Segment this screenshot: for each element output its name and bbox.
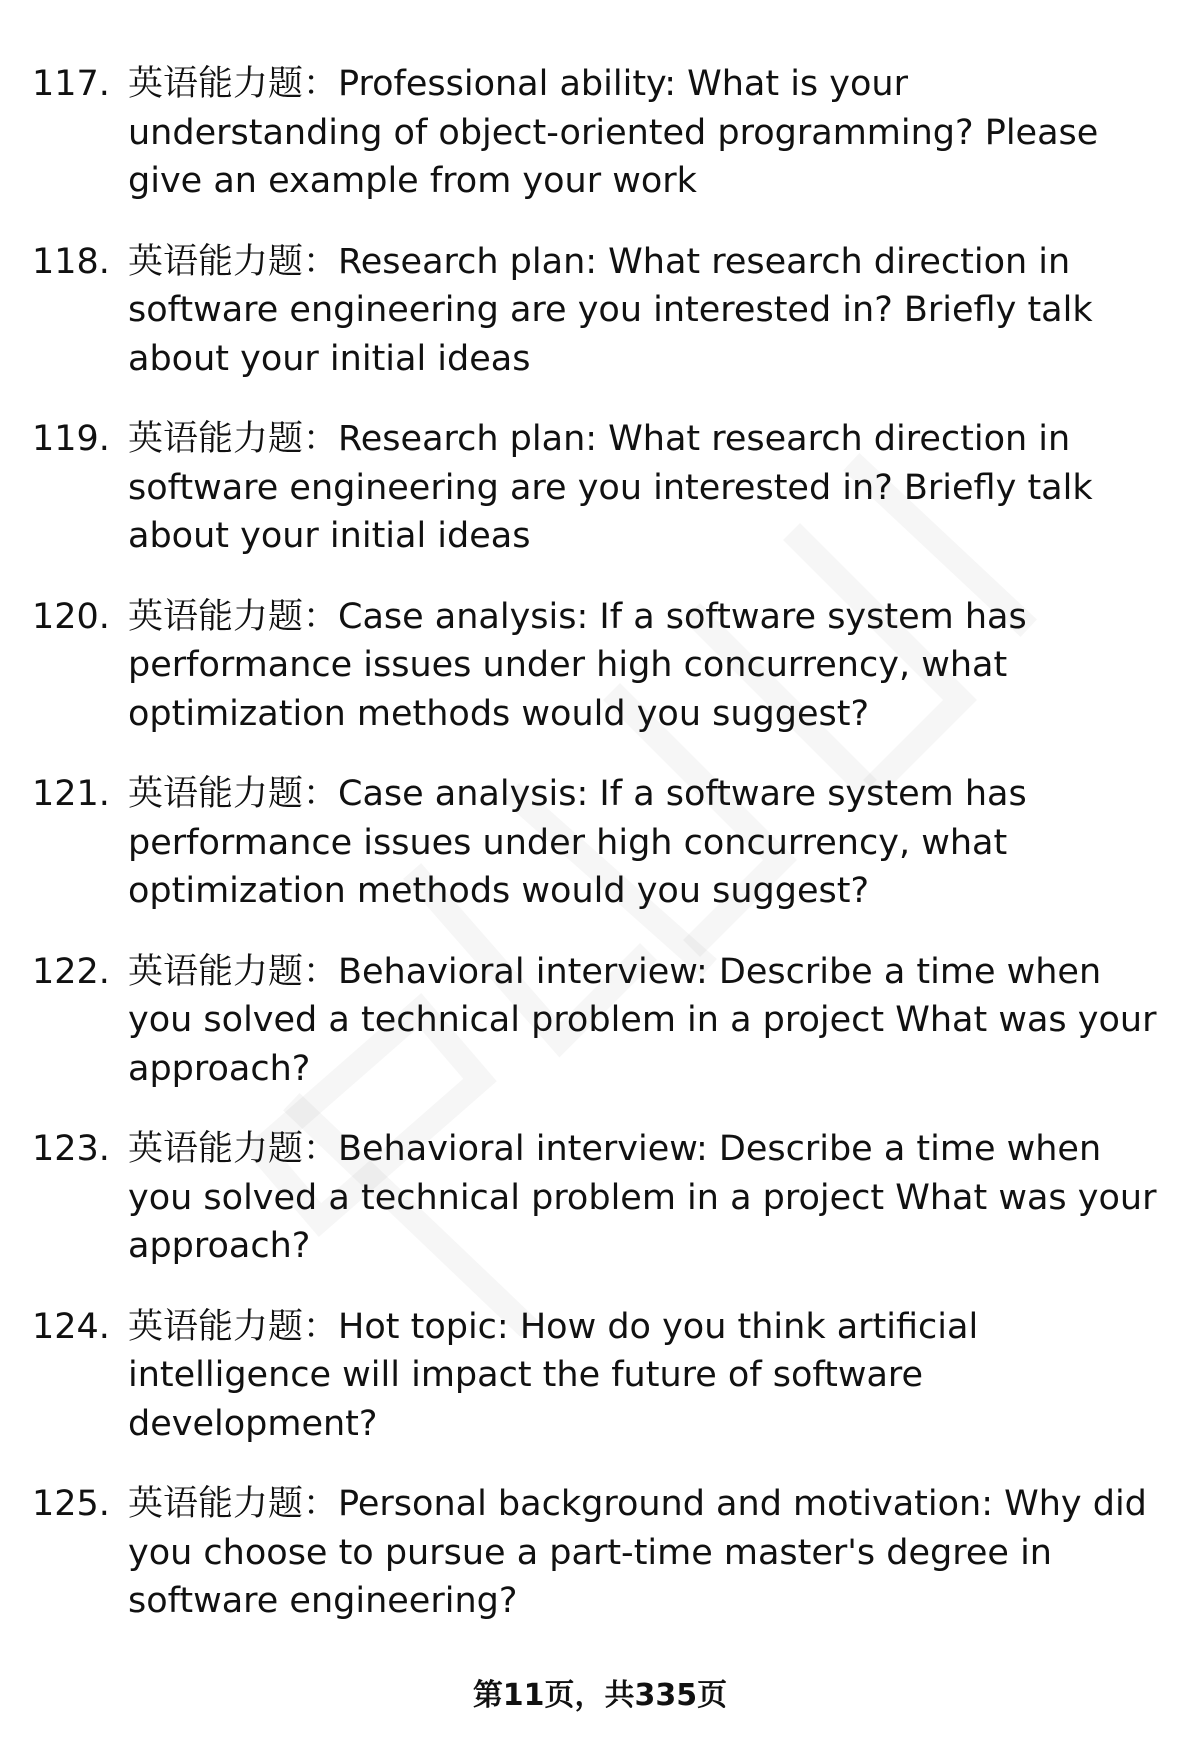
page-number-footer: 第11页，共335页 — [472, 1678, 728, 1713]
list-item — [32, 238, 1182, 384]
question-category: 英语能力题： — [128, 951, 339, 992]
question-text: Behavioral interview: Describe a time when you solved a technical problem in a project What was your approach? — [128, 1129, 1157, 1266]
list-item — [32, 770, 1182, 916]
question-number: 119. — [32, 419, 110, 459]
question-body — [128, 60, 1158, 206]
question-body — [128, 1125, 1158, 1271]
question-number: 125. — [32, 1484, 110, 1524]
list-item — [32, 415, 1182, 561]
question-category: 英语能力题： — [128, 419, 339, 459]
question-category: 英语能力题： — [128, 596, 339, 637]
question-number: 118. — [32, 241, 110, 282]
question-number: 122. — [32, 951, 110, 992]
question-text: Hot topic: How do you think artificial intelligence will impact the future of software development? — [128, 1306, 979, 1444]
list-item — [32, 60, 1182, 206]
question-list — [32, 60, 1182, 1658]
question-body — [128, 948, 1158, 1094]
list-item — [32, 1125, 1182, 1271]
list-item — [32, 1480, 1182, 1626]
question-text: Case analysis: If a software system has performance issues under high concurrency, what optimization methods would you suggest? — [128, 774, 1027, 911]
question-category: 英语能力题： — [128, 774, 339, 814]
question-category: 英语能力题： — [128, 1129, 339, 1169]
question-body — [128, 238, 1158, 384]
question-text: Case analysis: If a software system has performance issues under high concurrency, what optimization methods would you suggest? — [128, 596, 1027, 734]
question-body — [128, 1303, 1158, 1449]
question-number: 121. — [32, 774, 110, 814]
question-body — [128, 1480, 1158, 1626]
question-text: Research plan: What research direction in software engineering are you interested in? Briefly talk about your initial ideas — [128, 419, 1093, 556]
question-number: 117. — [32, 64, 110, 104]
list-item — [32, 1303, 1182, 1449]
question-category: 英语能力题： — [128, 1306, 339, 1347]
question-category: 英语能力题： — [128, 241, 339, 282]
question-text: Research plan: What research direction in software engineering are you interested in? Briefly talk about your initial ideas — [128, 241, 1093, 379]
question-category: 英语能力题： — [128, 1484, 339, 1524]
question-body — [128, 593, 1158, 739]
list-item — [32, 593, 1182, 739]
question-text: Professional ability: What is your understanding of object-oriented programming? Please give an example from your work — [128, 64, 1099, 201]
question-number: 124. — [32, 1306, 110, 1347]
question-text: Personal background and motivation: Why did you choose to pursue a part-time master's degree in software engineering? — [128, 1484, 1147, 1621]
question-body — [128, 770, 1158, 916]
question-category: 英语能力题： — [128, 64, 339, 104]
question-body — [128, 415, 1158, 561]
list-item — [32, 948, 1182, 1094]
question-text: Behavioral interview: Describe a time when you solved a technical problem in a project What was your approach? — [128, 951, 1157, 1089]
question-number: 120. — [32, 596, 110, 637]
question-number: 123. — [32, 1129, 110, 1169]
